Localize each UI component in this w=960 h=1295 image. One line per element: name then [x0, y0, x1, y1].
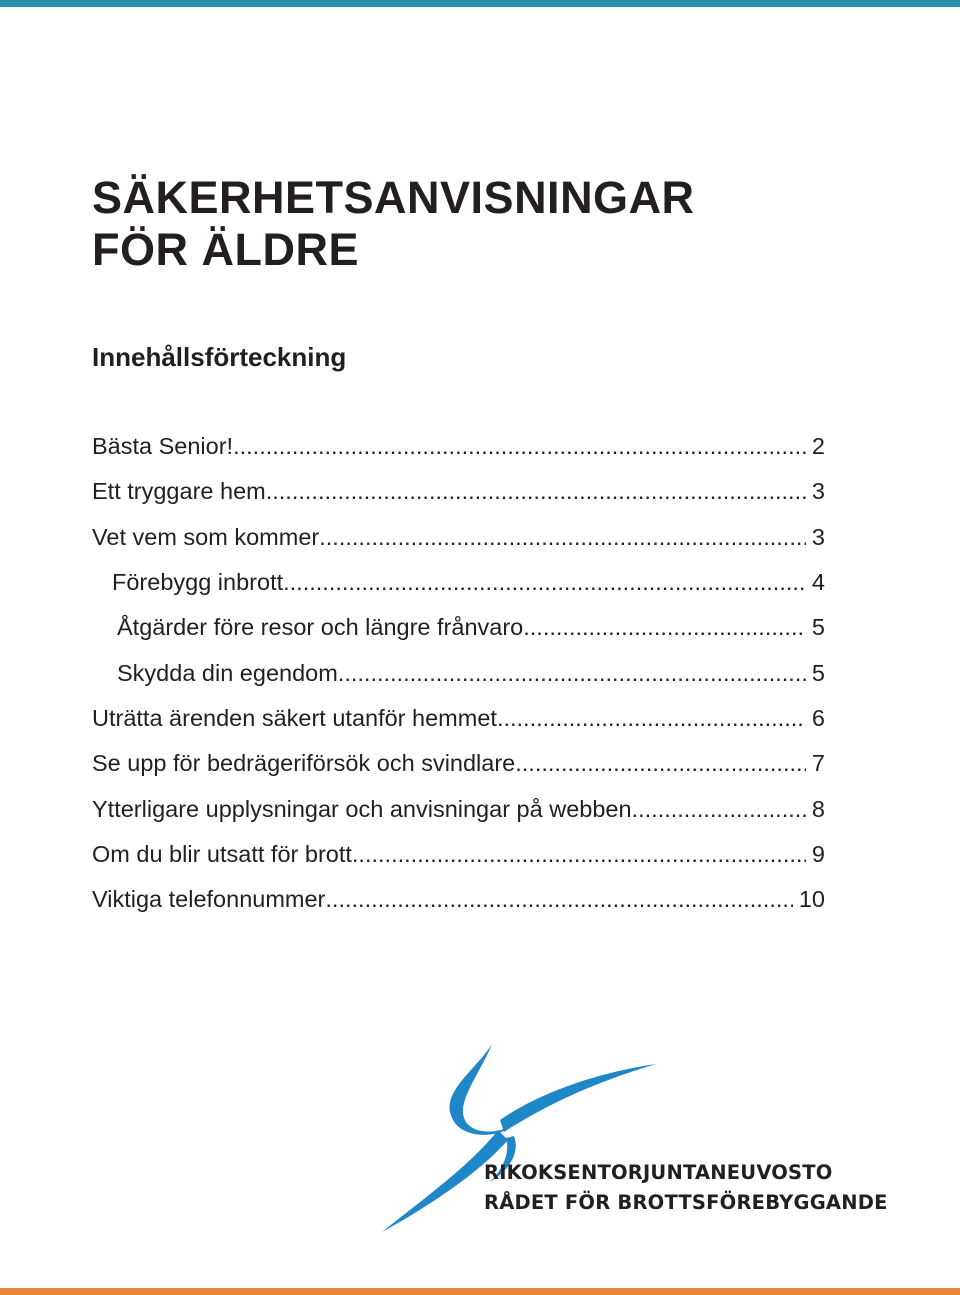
toc-leader-dots — [352, 841, 806, 868]
toc-entry-label: Uträtta ärenden säkert utanför hemmet — [92, 704, 497, 731]
toc-entry-label: Se upp för bedrägeriförsök och svindlare — [92, 750, 516, 777]
toc-entry-label: Ytterligare upplysningar och anvisningar på webben — [92, 795, 632, 822]
toc-entry[interactable] — [92, 741, 825, 786]
toc-leader-dots — [325, 886, 792, 913]
toc-entry-page: 3 — [811, 478, 825, 505]
toc-entry[interactable] — [92, 786, 825, 831]
toc-entry[interactable] — [92, 515, 825, 560]
toc-entry-label: Vet vem som kommer — [92, 523, 320, 550]
toc-subentry[interactable] — [92, 605, 825, 650]
toc-entry[interactable] — [92, 832, 825, 877]
toc-entry-page: 2 — [811, 433, 825, 460]
logo-line-finnish: RIKOKSENTORJUNTANEUVOSTO — [484, 1161, 833, 1184]
toc-entry-page: 5 — [811, 614, 825, 641]
toc-leader-dots — [319, 524, 806, 551]
toc-subentry[interactable] — [92, 650, 825, 695]
toc-entry-label: Bästa Senior! — [92, 433, 234, 460]
toc-entry-page: 4 — [811, 569, 825, 596]
toc-entry-label: Viktiga telefonnummer — [92, 886, 326, 913]
logo-wordmark — [484, 1158, 888, 1218]
toc-entry-page: 9 — [811, 840, 825, 867]
toc-entry-page: 3 — [811, 523, 825, 550]
toc-leader-dots — [338, 660, 806, 687]
toc-entry-page: 7 — [811, 750, 825, 777]
title-line-1: SÄKERHETSANVISNINGAR — [92, 172, 695, 223]
toc-subentry[interactable] — [92, 560, 825, 605]
toc-leader-dots — [523, 614, 806, 641]
toc-leader-dots — [266, 478, 806, 505]
toc-entry-label: Om du blir utsatt för brott — [92, 840, 352, 867]
toc-entry[interactable] — [92, 469, 825, 514]
document-title — [92, 172, 695, 276]
toc-entry[interactable] — [92, 877, 825, 922]
toc-entry[interactable] — [92, 696, 825, 741]
table-of-contents — [92, 424, 825, 922]
toc-leader-dots — [283, 569, 806, 596]
logo-line-swedish: RÅDET FÖR BROTTSFÖREBYGGANDE — [484, 1191, 888, 1214]
toc-entry-label: Förebygg inbrott — [112, 569, 284, 596]
toc-entry-page: 8 — [811, 795, 825, 822]
toc-entry-page: 5 — [811, 659, 825, 686]
toc-leader-dots — [515, 750, 806, 777]
toc-entry-page: 6 — [811, 704, 825, 731]
title-line-2: FÖR ÄLDRE — [92, 224, 359, 275]
toc-entry-label: Åtgärder före resor och längre frånvaro — [117, 614, 524, 641]
toc-entry-label: Skydda din egendom — [117, 659, 338, 686]
top-accent-bar — [0, 0, 960, 7]
toc-heading: Innehållsförteckning — [92, 342, 347, 372]
toc-entry-label: Ett tryggare hem — [92, 478, 266, 505]
organization-logo — [380, 1040, 888, 1240]
bottom-accent-bar — [0, 1288, 960, 1295]
toc-entry-page: 10 — [798, 886, 825, 913]
toc-leader-dots — [632, 796, 806, 823]
toc-leader-dots — [497, 705, 806, 732]
toc-entry[interactable] — [92, 424, 825, 469]
toc-leader-dots — [233, 433, 806, 460]
